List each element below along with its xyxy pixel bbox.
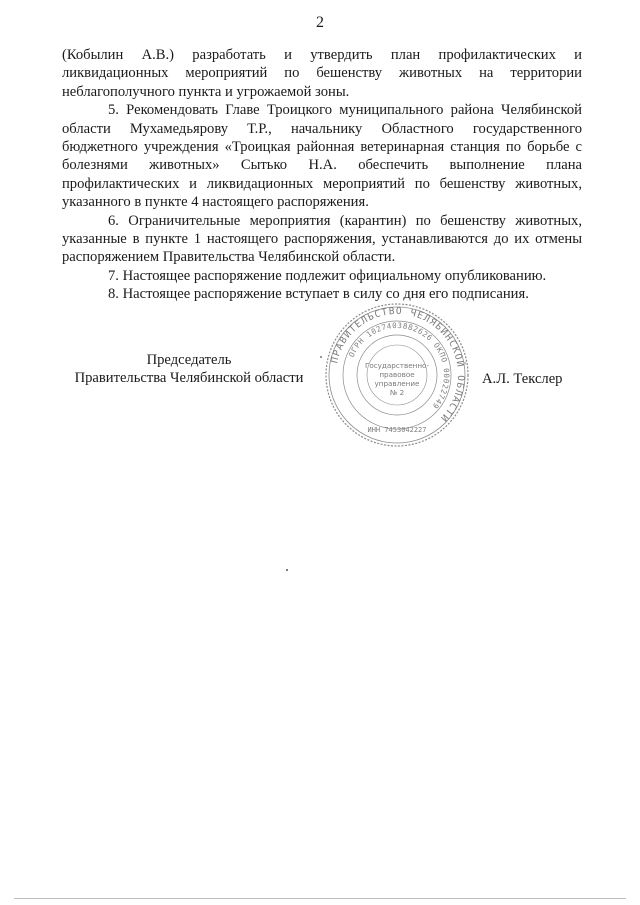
paragraph-item-5: 5. Рекомендовать Главе Троицкого муниципального района Челябинской области Мухамедьярову Т.Р., начальнику Областного государственного бюджетного учреждения «Троицкая районная ветеринарная станция по борьбе с болезнями животных» Сытько Н.А. обеспечить выполнение плана профилактических и ликвидационных мероприятий по бешенству животных, указанного в пункте 4 настоящего распоряжения. [62,102,582,211]
signatory-title-line1: Председатель [146,352,232,368]
svg-text:ИНН 7453042227: ИНН 7453042227 [367,426,427,434]
paragraph-item-6: 6. Ограничительные мероприятия (карантин) по бешенству животных, указанные в пункте 1 настоящего распоряжения, устанавливаются до их отмены распоряжением Правительства Челябинской области. [62,212,582,266]
signatory-title-line2: Правительства Челябинской области [74,370,304,387]
svg-text:№ 2: № 2 [389,388,405,397]
svg-text:Государственно-: Государственно- [364,361,430,370]
paragraph-item-8: 8. Настоящее распоряжение вступает в силу со дня его подписания. [108,286,529,303]
signatory-title [64,351,314,388]
page-number: 2 [316,14,324,31]
scan-speck [286,569,288,571]
official-seal-stamp [322,300,472,450]
svg-text:ПРАВИТЕЛЬСТВО ЧЕЛЯБИНСКОЙ ОБЛА: ПРАВИТЕЛЬСТВО ЧЕЛЯБИНСКОЙ ОБЛАСТИ [329,305,467,425]
document-body [62,46,582,304]
page-bottom-edge [14,898,626,899]
signatory-name: А.Л. Текслер [482,371,563,387]
paragraph-continuation: (Кобылин А.В.) разработать и утвердить план профилактических и ликвидационных мероприятий по бешенству животных на территории неблагополучного пункта и угрожаемой зоны. [62,47,582,100]
svg-text:правовое: правовое [379,370,415,379]
scan-speck [320,356,322,358]
paragraph-item-7: 7. Настоящее распоряжение подлежит официальному опубликованию. [108,267,547,284]
svg-text:ОГРН 1027403882626 ОКПО 000227: ОГРН 1027403882626 ОКПО 00022749 [346,320,452,411]
svg-text:управление: управление [374,379,420,388]
